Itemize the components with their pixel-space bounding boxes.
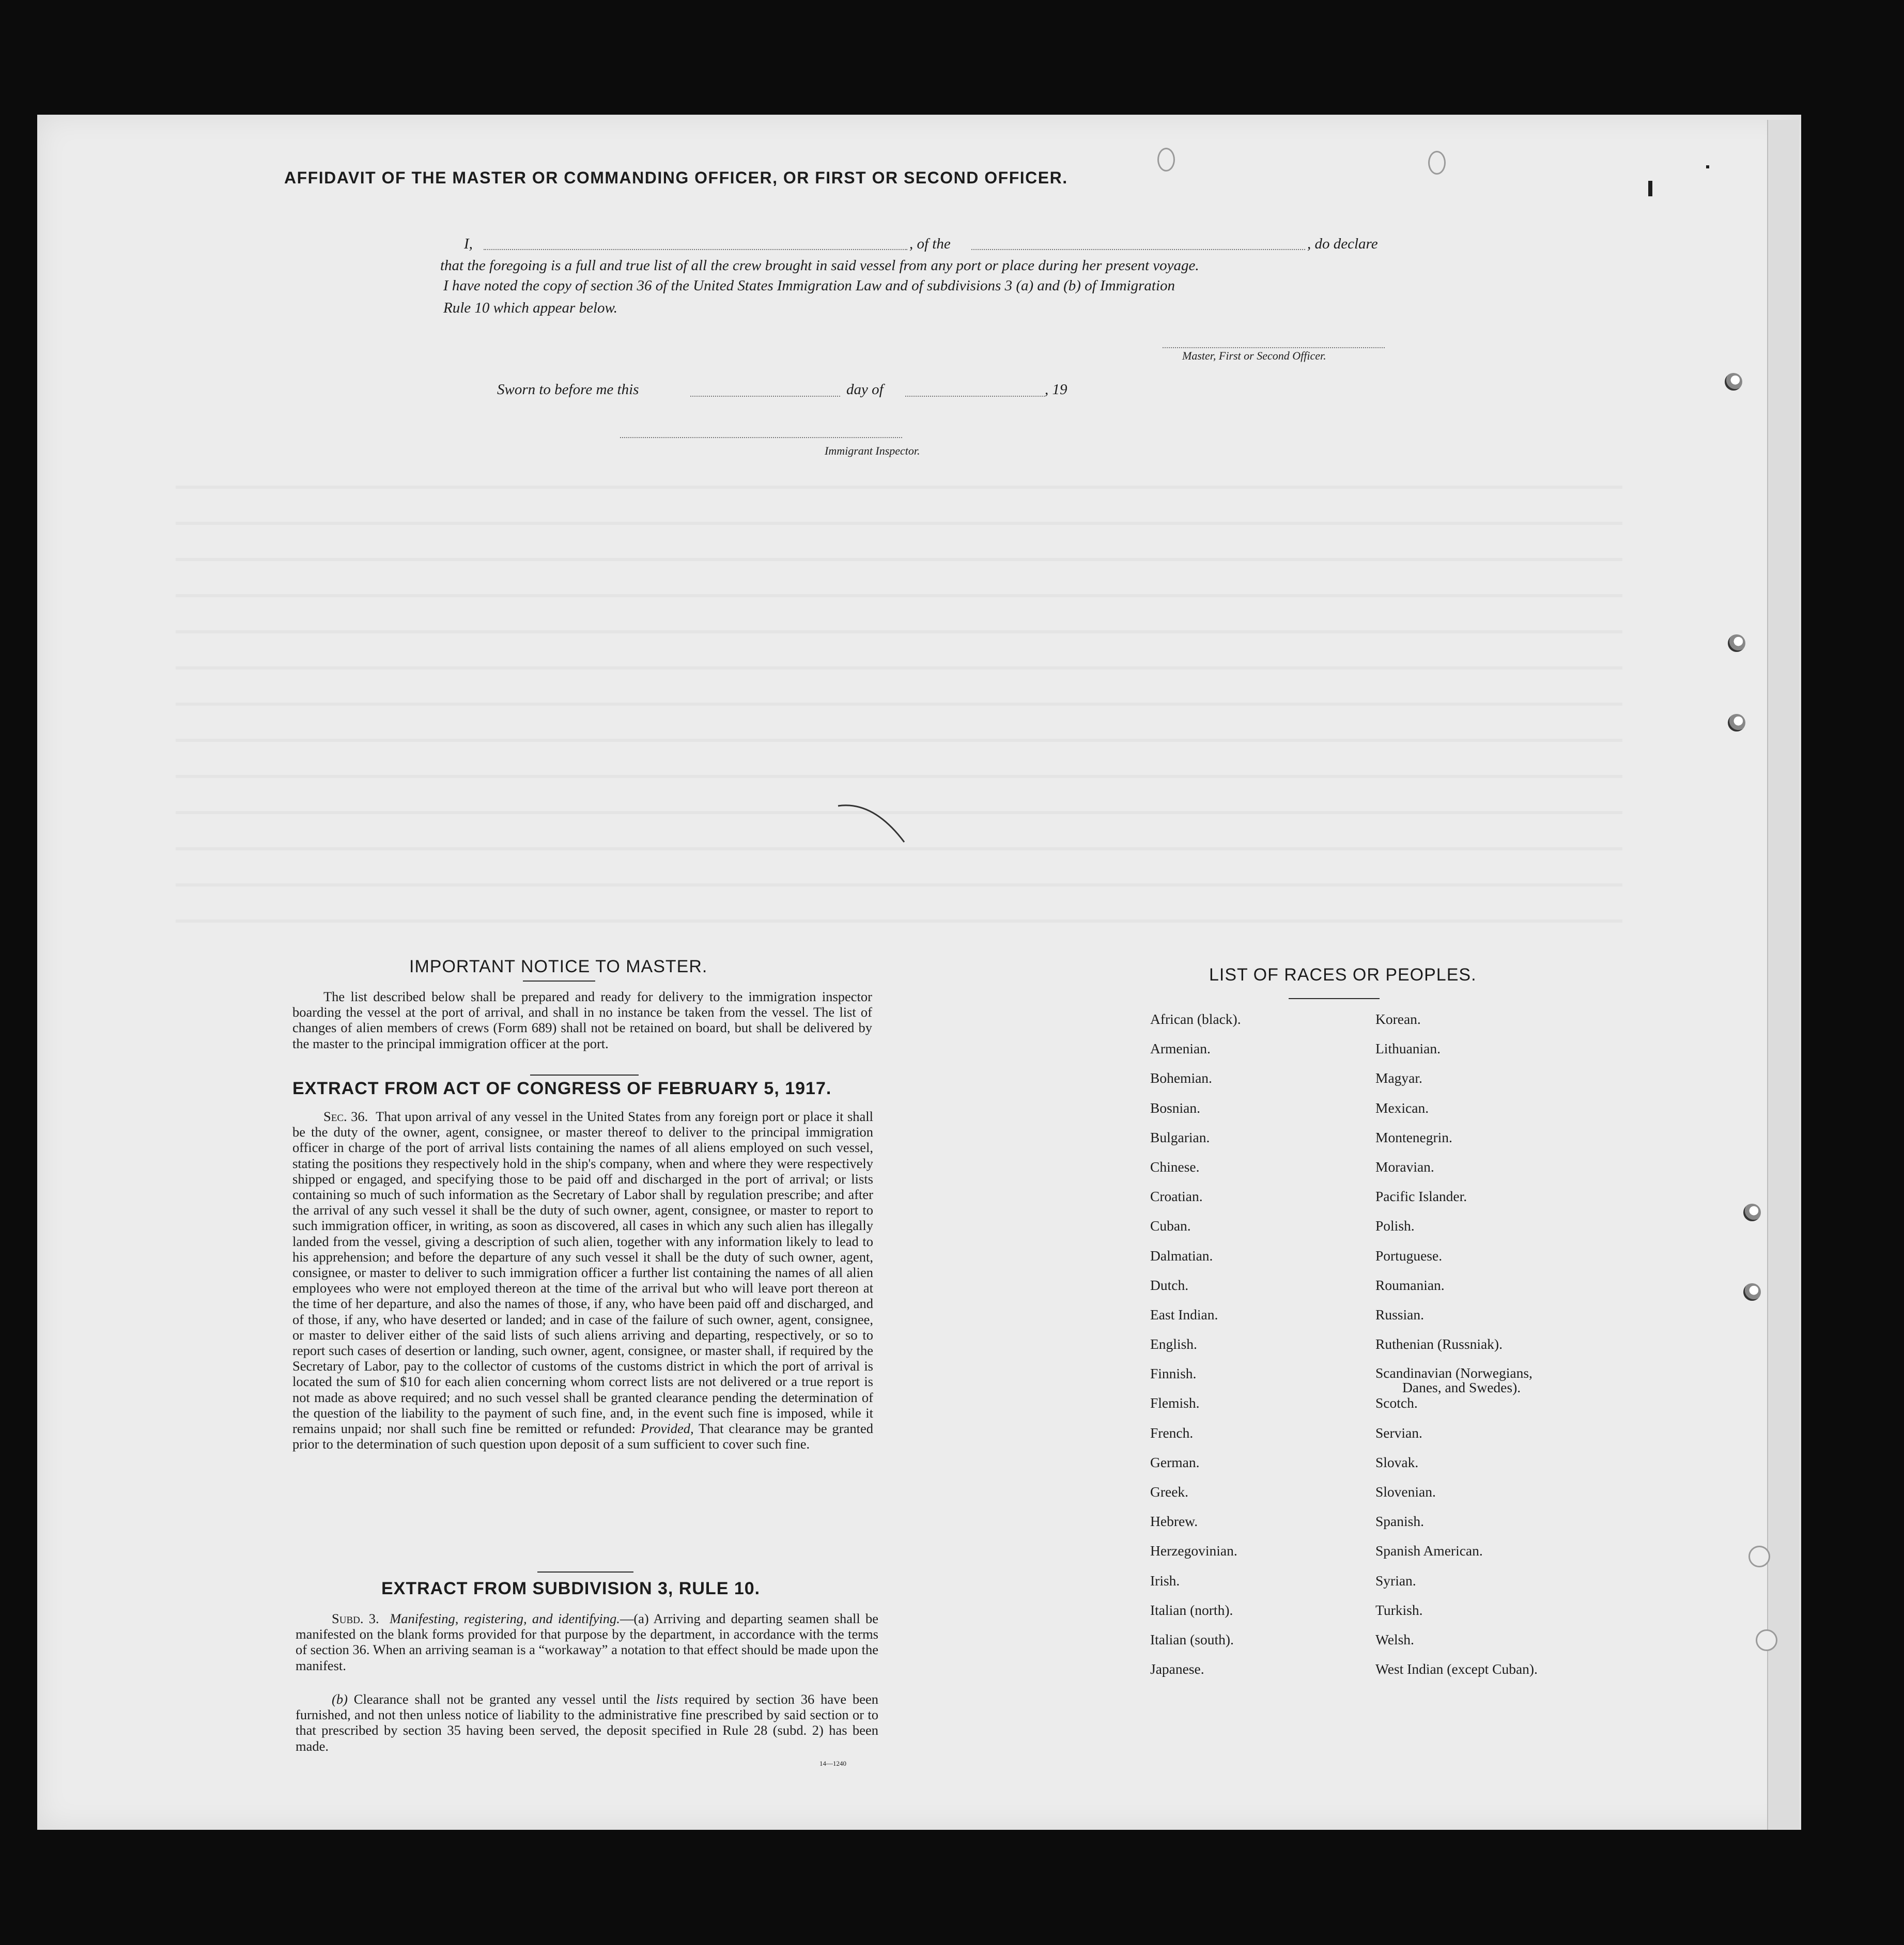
race-item: Servian. bbox=[1375, 1424, 1422, 1441]
notice-title-underline bbox=[523, 981, 595, 982]
race-item: West Indian (except Cuban). bbox=[1375, 1661, 1538, 1677]
ink-mark bbox=[1648, 181, 1652, 196]
sheet-edge bbox=[1767, 120, 1799, 1830]
bleed-through-row bbox=[176, 630, 1622, 633]
race-item: Bulgarian. bbox=[1150, 1129, 1210, 1145]
subd-b-text: Clearance shall not be granted any vessel until the bbox=[353, 1691, 650, 1707]
races-title: LIST OF RACES OR PEOPLES. bbox=[1209, 965, 1477, 985]
race-item: Finnish. bbox=[1150, 1365, 1197, 1382]
bleed-through-row bbox=[176, 594, 1622, 597]
races-left-column bbox=[1150, 1012, 1241, 1691]
binder-hole bbox=[1725, 373, 1742, 391]
race-item: Italian (south). bbox=[1150, 1631, 1234, 1647]
affidavit-line-4: Rule 10 which appear below. bbox=[443, 300, 617, 316]
subd-a-text: —(a) Arriving and departing seamen shall be manifested on the blank forms provided for that purpose by the department, in accordance with the terms of section 36. When an arriving seaman is a “workaway” a notation to that effect should be made upon the manifest. bbox=[296, 1611, 878, 1673]
affidavit-pronoun: I, bbox=[464, 236, 473, 252]
race-item: Bosnian. bbox=[1150, 1099, 1201, 1116]
race-item bbox=[1375, 1366, 1538, 1395]
race-item: African (black). bbox=[1150, 1011, 1241, 1027]
race-item: Spanish. bbox=[1375, 1513, 1424, 1530]
affidavit-line-3: I have noted the copy of section 36 of the United States Immigration Law and of subdivisions 3 (a) and (b) of Immigration bbox=[443, 277, 1175, 294]
race-item: Flemish. bbox=[1150, 1395, 1200, 1411]
race-item: Spanish American. bbox=[1375, 1543, 1483, 1559]
binder-ring bbox=[1428, 151, 1446, 175]
sworn-prefix: Sworn to before me this bbox=[497, 381, 639, 398]
race-item: Moravian. bbox=[1375, 1158, 1434, 1175]
signature-label: Master, First or Second Officer. bbox=[1182, 349, 1326, 362]
form-number: 14—1240 bbox=[819, 1760, 846, 1767]
subd-label: Subd. 3. bbox=[332, 1611, 379, 1626]
race-item: German. bbox=[1150, 1454, 1200, 1470]
race-item: Pacific Islander. bbox=[1375, 1188, 1467, 1205]
bleed-through-row bbox=[176, 486, 1622, 489]
race-item: Mexican. bbox=[1375, 1099, 1429, 1116]
name-field[interactable] bbox=[484, 249, 907, 250]
race-item: Hebrew. bbox=[1150, 1513, 1198, 1530]
race-item: Bohemian. bbox=[1150, 1070, 1212, 1086]
race-item: Roumanian. bbox=[1375, 1277, 1445, 1293]
section-36-body bbox=[292, 1109, 873, 1452]
subdivision-a bbox=[296, 1611, 878, 1673]
race-item: English. bbox=[1150, 1336, 1197, 1352]
affidavit-title: AFFIDAVIT OF THE MASTER OR COMMANDING OFFICER, OR FIRST OR SECOND OFFICER. bbox=[284, 168, 1068, 187]
subd-b-label: (b) bbox=[332, 1691, 348, 1707]
inspector-label: Immigrant Inspector. bbox=[825, 444, 920, 457]
binder-ring bbox=[1756, 1629, 1777, 1651]
race-item: Irish. bbox=[1150, 1572, 1180, 1589]
subd-b-lists: lists bbox=[656, 1691, 678, 1707]
affidavit-of-the: , of the bbox=[909, 236, 951, 252]
race-item: Portuguese. bbox=[1375, 1247, 1443, 1264]
subdivision-b bbox=[296, 1691, 878, 1754]
race-item: Welsh. bbox=[1375, 1631, 1414, 1647]
race-item: Magyar. bbox=[1375, 1070, 1422, 1086]
sworn-day-field[interactable] bbox=[690, 396, 840, 397]
race-item: East Indian. bbox=[1150, 1306, 1218, 1322]
bleed-through-row bbox=[176, 703, 1622, 706]
binder-ring bbox=[1157, 148, 1175, 172]
race-item: Lithuanian. bbox=[1375, 1040, 1441, 1057]
race-item: Slovak. bbox=[1375, 1454, 1419, 1470]
sworn-month-field[interactable] bbox=[905, 396, 1045, 397]
bleed-through-row bbox=[176, 883, 1622, 886]
race-item: Chinese. bbox=[1150, 1158, 1200, 1175]
affidavit-line-2: that the foregoing is a full and true list of all the crew brought in said vessel from any port or place during her present voyage. bbox=[440, 257, 1199, 274]
binder-hole bbox=[1728, 714, 1745, 732]
pencil-stroke bbox=[837, 801, 909, 847]
binder-hole bbox=[1728, 634, 1745, 652]
race-item: Korean. bbox=[1375, 1011, 1421, 1027]
section-label: Sec. 36. bbox=[323, 1109, 368, 1124]
signature-line[interactable] bbox=[1163, 347, 1385, 348]
race-item: Scotch. bbox=[1375, 1395, 1418, 1411]
races-title-underline bbox=[1289, 998, 1380, 999]
race-item: Polish. bbox=[1375, 1218, 1415, 1234]
bleed-through-row bbox=[176, 920, 1622, 923]
race-item: Greek. bbox=[1150, 1484, 1189, 1500]
notice-body: The list described below shall be prepared and ready for delivery to the immigration inspector boarding the vessel at the port of arrival, and shall in no instance be taken from the vessel. The list of changes of alien members of crews (Form 689) shall not be retained on board, but shall be delivered by the master to the principal immigration officer at the port. bbox=[292, 989, 872, 1051]
race-item: Turkish. bbox=[1375, 1601, 1423, 1618]
bleed-through-row bbox=[176, 775, 1622, 778]
race-item: French. bbox=[1150, 1424, 1194, 1441]
races-right-column bbox=[1375, 1012, 1538, 1691]
bleed-through-row bbox=[176, 739, 1622, 742]
race-item: Syrian. bbox=[1375, 1572, 1416, 1589]
bleed-through-row bbox=[176, 522, 1622, 525]
bleed-through-row bbox=[176, 666, 1622, 670]
race-item: Armenian. bbox=[1150, 1040, 1211, 1057]
provided-word: Provided, bbox=[640, 1421, 694, 1437]
race-item: Dutch. bbox=[1150, 1277, 1189, 1293]
race-item-continuation: Danes, and Swedes). bbox=[1402, 1379, 1521, 1396]
race-item: Slovenian. bbox=[1375, 1484, 1436, 1500]
binder-hole bbox=[1743, 1204, 1761, 1221]
sworn-day-label: day of bbox=[846, 381, 884, 398]
section-36-text-end: That clearance may be granted prior to the determination of such question upon deposit of a sum sufficient to cover such fine. bbox=[292, 1421, 873, 1452]
divider bbox=[530, 1075, 639, 1076]
race-item: Russian. bbox=[1375, 1306, 1424, 1322]
sworn-year: , 19 bbox=[1045, 381, 1067, 398]
divider bbox=[537, 1571, 633, 1573]
binder-ring bbox=[1748, 1546, 1770, 1567]
act-extract-title: EXTRACT FROM ACT OF CONGRESS OF FEBRUARY 5, 1917. bbox=[292, 1079, 832, 1098]
race-item-text: Scandinavian (Norwegians, bbox=[1375, 1365, 1533, 1381]
binder-hole bbox=[1743, 1283, 1761, 1301]
race-item: Japanese. bbox=[1150, 1661, 1204, 1677]
bleed-through-row bbox=[176, 558, 1622, 561]
race-item: Ruthenian (Russniak). bbox=[1375, 1336, 1503, 1352]
ink-mark bbox=[1706, 165, 1709, 168]
race-item: Italian (north). bbox=[1150, 1601, 1233, 1618]
bleed-through-row bbox=[176, 847, 1622, 850]
subd-b-rest: required by section 36 have been furnished, and not then unless notice of liability to the administrative fine prescribed by said section or to that prescribed by section 35 having been served, the deposit specified in Rule 28 (subd. 2) has been made. bbox=[296, 1691, 879, 1754]
race-item: Montenegrin. bbox=[1375, 1129, 1452, 1145]
section-36-text: That upon arrival of any vessel in the United States from any foreign port or place it shall be the duty of the owner, agent, consignee, or master thereof to deliver to the principal immigration officer in charge of the port of arrival lists containing the names of all aliens employed on such vessel, stating the positions they respectively hold in the ship's company, when and where they were respectively shipped or engaged, and specifying those to be paid off and discharged in the port of arrival; or lists containing so much of such information as the Secretary of Labor shall by regulation prescribe; and after the arrival of any such vessel it shall be the duty of such owner, agent, consignee, or master to report to such immigration officer, in writing, as soon as discovered, all cases in which any such alien has illegally landed from the vessel, giving a description of such alien, together with any information likely to lead to his apprehension; and before the departure of any such vessel it shall be the duty of such owner, agent, consignee, or master to deliver to such immigration officer a further list containing the names of all alien employees who were not employed thereon at the time of the arrival but who will leave port thereon at the time of her departure, and also the names of those, if any, who have been paid off and discharged, and of those, if any, who have deserted or landed; and in case of the failure of such owner, agent, consignee, or master to deliver either of the said lists of such aliens arriving and departing, respectively, or so to report such cases of desertion or landing, such owner, agent, consignee, or master shall, if required by the Secretary of Labor, pay to the collector of customs of the customs district in which the port of arrival is located the sum of $10 for each alien concerning whom correct lists are not delivered or a true report is not made as above required; and no such vessel shall be granted clearance pending the determination of the question of the liability to the payment of such fine, and, in the event such fine is imposed, while it remains unpaid; nor shall such fine be remitted or refunded: bbox=[292, 1109, 873, 1437]
race-item: Cuban. bbox=[1150, 1218, 1191, 1234]
notice-title: IMPORTANT NOTICE TO MASTER. bbox=[409, 957, 708, 976]
affidavit-do-declare: , do declare bbox=[1307, 236, 1378, 252]
rule-extract-title: EXTRACT FROM SUBDIVISION 3, RULE 10. bbox=[381, 1579, 761, 1598]
race-item: Herzegovinian. bbox=[1150, 1543, 1237, 1559]
race-item: Dalmatian. bbox=[1150, 1247, 1213, 1264]
vessel-field[interactable] bbox=[971, 249, 1305, 250]
subd-heading: Manifesting, registering, and identifying. bbox=[390, 1611, 620, 1626]
race-item: Croatian. bbox=[1150, 1188, 1203, 1205]
inspector-signature-line[interactable] bbox=[620, 437, 902, 438]
